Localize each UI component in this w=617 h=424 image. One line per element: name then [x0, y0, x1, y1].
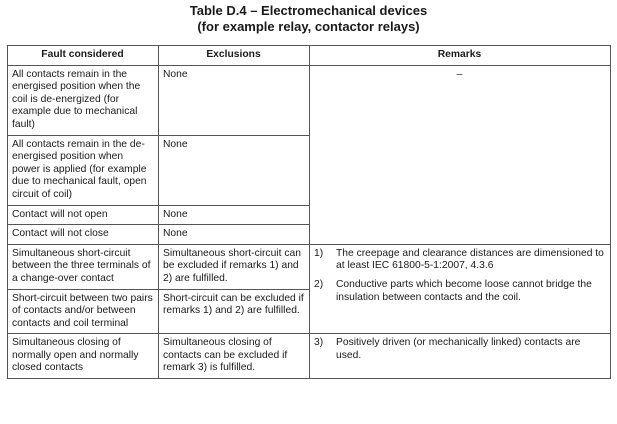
header-exclusions: Exclusions	[159, 46, 310, 66]
fault-cell: Contact will not close	[8, 225, 159, 245]
header-fault-considered: Fault considered	[8, 46, 159, 66]
remark-item	[314, 279, 605, 304]
remark-number: 3)	[314, 337, 324, 349]
table-row	[8, 65, 611, 135]
remark-number: 1)	[314, 247, 324, 259]
fault-cell: All contacts remain in the energised position when the coil is de-energized (for example due to mechanical fault)	[8, 65, 159, 135]
fault-exclusion-table	[7, 45, 611, 379]
fault-cell: All contacts remain in the de-energised position when power is applied (for example due to mechanical fault, open circuit of coil)	[8, 135, 159, 205]
header-remarks: Remarks	[310, 46, 611, 66]
remark-number: 2)	[314, 278, 324, 290]
remark-text: Positively driven (or mechanically linked) contacts are used.	[336, 337, 581, 361]
table-title	[0, 0, 617, 35]
remark-text: Conductive parts which become loose cannot bridge the insulation between contacts and the coil.	[336, 278, 592, 303]
table-row	[8, 244, 611, 289]
remarks-cell-insulation	[310, 244, 611, 334]
exclusion-cell: Short-circuit can be excluded if remarks 1) and 2) are fulfilled.	[159, 289, 310, 334]
remark-item	[314, 248, 605, 273]
exclusion-cell: None	[159, 205, 310, 225]
exclusion-cell: Simultaneous closing of contacts can be excluded if remark 3) is fulfilled.	[159, 334, 310, 379]
remark-item	[314, 337, 605, 362]
fault-cell: Simultaneous closing of normally open and normally closed contacts	[8, 334, 159, 379]
remarks-cell-linked-contacts	[310, 334, 611, 379]
exclusion-cell: None	[159, 135, 310, 205]
exclusion-cell: None	[159, 225, 310, 245]
remark-text: The creepage and clearance distances are dimensioned to at least IEC 61800-5-1:2007, 4.3.6	[336, 247, 604, 272]
fault-cell: Short-circuit between two pairs of contacts and/or between contacts and coil terminal	[8, 289, 159, 334]
fault-cell: Simultaneous short-circuit between the three terminals of a change-over contact	[8, 244, 159, 289]
table-title-line-1: Table D.4 – Electromechanical devices	[189, 3, 428, 18]
exclusion-cell: Simultaneous short-circuit can be excluded if remarks 1) and 2) are fulfilled.	[159, 244, 310, 289]
table-row	[8, 334, 611, 379]
remarks-cell-none: –	[310, 65, 611, 244]
header-row	[8, 46, 611, 66]
fault-cell: Contact will not open	[8, 205, 159, 225]
exclusion-cell: None	[159, 65, 310, 135]
table-title-line-2: (for example relay, contactor relays)	[197, 19, 420, 34]
